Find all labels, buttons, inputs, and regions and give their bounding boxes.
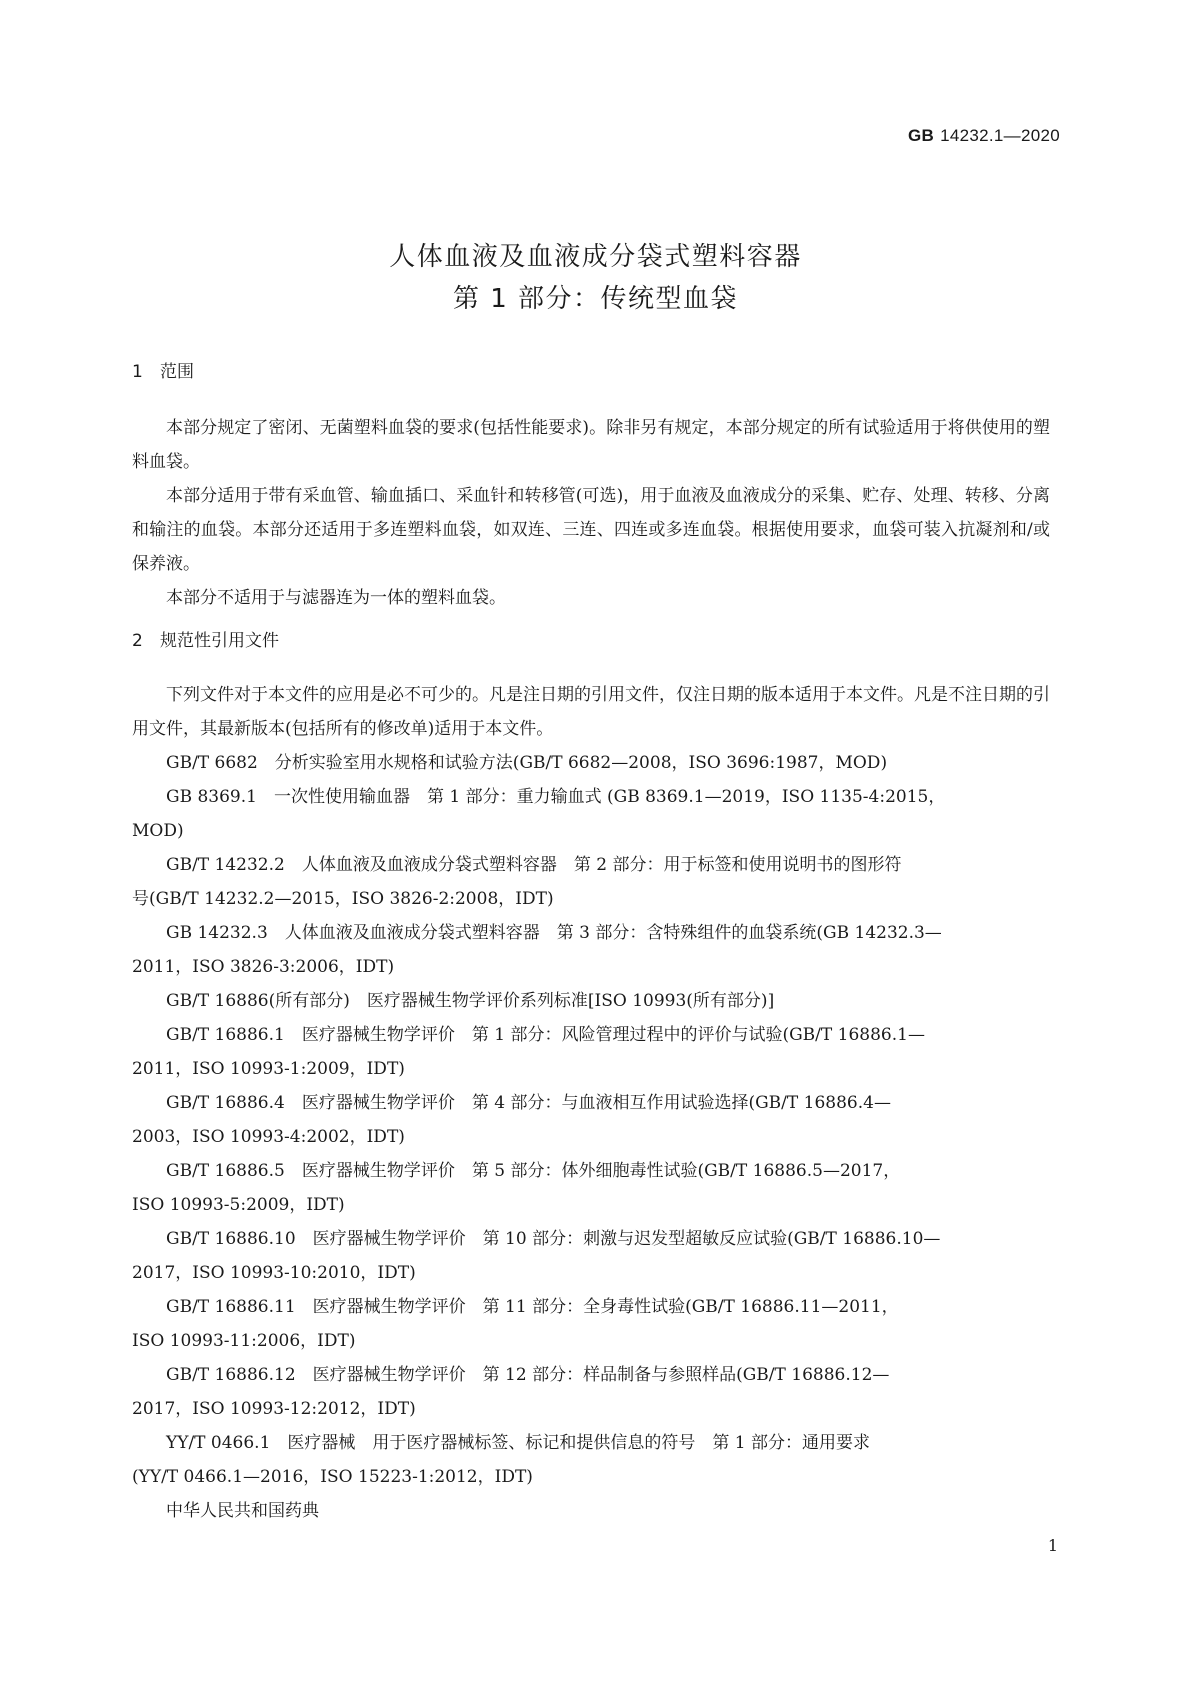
document-subtitle: 第 1 部分：传统型血袋 (452, 284, 739, 314)
reference-text: GB/T 16886(所有部分) 医疗器械生物学评价系列标准[ISO 10993(所有部分)] (166, 991, 775, 1011)
reference-text-continued: 2017，ISO 10993-10:2010，IDT) (132, 1263, 416, 1283)
reference-item (132, 1358, 1050, 1426)
reference-text-continued: MOD) (132, 821, 184, 841)
reference-item (132, 916, 1050, 984)
reference-text: GB/T 6682 分析实验室用水规格和试验方法(GB/T 6682—2008，ISO 3696:1987，MOD) (166, 753, 888, 773)
reference-text: GB/T 16886.12 医疗器械生物学评价 第 12 部分：样品制备与参照样品(GB/T 16886.12— (166, 1365, 890, 1385)
reference-item (132, 1426, 1050, 1494)
document-title: 人体血液及血液成分袋式塑料容器 (389, 242, 802, 272)
reference-text: GB/T 16886.5 医疗器械生物学评价 第 5 部分：体外细胞毒性试验(GB/T 16886.5—2017， (166, 1161, 901, 1181)
reference-text-continued: 2011，ISO 3826-3:2006，IDT) (132, 957, 395, 977)
section-1-body (132, 411, 1050, 615)
section-title: 范围 (160, 362, 194, 382)
reference-text: YY/T 0466.1 医疗器械 用于医疗器械标签、标记和提供信息的符号 第 1 部分：通用要求 (166, 1433, 871, 1453)
standard-number: 14232.1—2020 (940, 126, 1060, 145)
standard-prefix: GB (908, 126, 935, 145)
reference-list (132, 746, 1050, 1528)
reference-text-continued: 2017，ISO 10993-12:2012，IDT) (132, 1399, 416, 1419)
section-number: 1 (132, 362, 143, 382)
reference-text-continued: 2003，ISO 10993-4:2002，IDT) (132, 1127, 405, 1147)
reference-text: 中华人民共和国药典 (166, 1501, 319, 1521)
section-2-body (132, 678, 1050, 1528)
paragraph: 本部分适用于带有采血管、输血插口、采血针和转移管(可选)，用于血液及血液成分的采集、贮存、处理、转移、分离和输注的血袋。本部分还适用于多连塑料血袋，如双连、三连、四连或多连血袋。根据使用要求，血袋可装入抗凝剂和/或保养液。 (132, 486, 1050, 574)
reference-item (132, 780, 1050, 848)
reference-item (132, 1290, 1050, 1358)
reference-text: GB/T 14232.2 人体血液及血液成分袋式塑料容器 第 2 部分：用于标签和使用说明书的图形符 (166, 855, 902, 875)
reference-text-continued: (YY/T 0466.1—2016，ISO 15223-1:2012，IDT) (132, 1467, 533, 1487)
reference-item (132, 848, 1050, 916)
reference-text: GB/T 16886.4 医疗器械生物学评价 第 4 部分：与血液相互作用试验选择(GB/T 16886.4— (166, 1093, 891, 1113)
reference-text-continued: ISO 10993-5:2009，IDT) (132, 1195, 345, 1215)
page-number: 1 (1047, 1536, 1058, 1555)
section-1-heading (132, 357, 194, 382)
reference-item (132, 1494, 1050, 1528)
standard-code (908, 126, 1060, 146)
reference-text: GB/T 16886.10 医疗器械生物学评价 第 10 部分：刺激与迟发型超敏反应试验(GB/T 16886.10— (166, 1229, 941, 1249)
reference-item (132, 1086, 1050, 1154)
reference-item (132, 1222, 1050, 1290)
reference-text-continued: 2011，ISO 10993-1:2009，IDT) (132, 1059, 405, 1079)
reference-text-continued: 号(GB/T 14232.2—2015，ISO 3826-2:2008，IDT) (132, 889, 554, 909)
reference-text-continued: ISO 10993-11:2006，IDT) (132, 1331, 356, 1351)
paragraph: 本部分规定了密闭、无菌塑料血袋的要求(包括性能要求)。除非另有规定，本部分规定的所有试验适用于将供使用的塑料血袋。 (132, 418, 1050, 472)
section-title: 规范性引用文件 (160, 631, 279, 651)
reference-text: GB 8369.1 一次性使用输血器 第 1 部分：重力输血式 (GB 8369.1—2019，ISO 1135-4:2015， (166, 787, 946, 807)
reference-text: GB 14232.3 人体血液及血液成分袋式塑料容器 第 3 部分：含特殊组件的血袋系统(GB 14232.3— (166, 923, 942, 943)
paragraph: 下列文件对于本文件的应用是必不可少的。凡是注日期的引用文件，仅注日期的版本适用于本文件。凡是不注日期的引用文件，其最新版本(包括所有的修改单)适用于本文件。 (132, 685, 1050, 739)
reference-text: GB/T 16886.1 医疗器械生物学评价 第 1 部分：风险管理过程中的评价与试验(GB/T 16886.1— (166, 1025, 925, 1045)
paragraph: 本部分不适用于与滤器连为一体的塑料血袋。 (166, 588, 506, 608)
section-2-heading (132, 626, 279, 651)
reference-item (132, 984, 1050, 1018)
section-number: 2 (132, 631, 143, 651)
reference-item (132, 746, 1050, 780)
reference-item (132, 1018, 1050, 1086)
reference-text: GB/T 16886.11 医疗器械生物学评价 第 11 部分：全身毒性试验(GB/T 16886.11—2011， (166, 1297, 899, 1317)
reference-item (132, 1154, 1050, 1222)
